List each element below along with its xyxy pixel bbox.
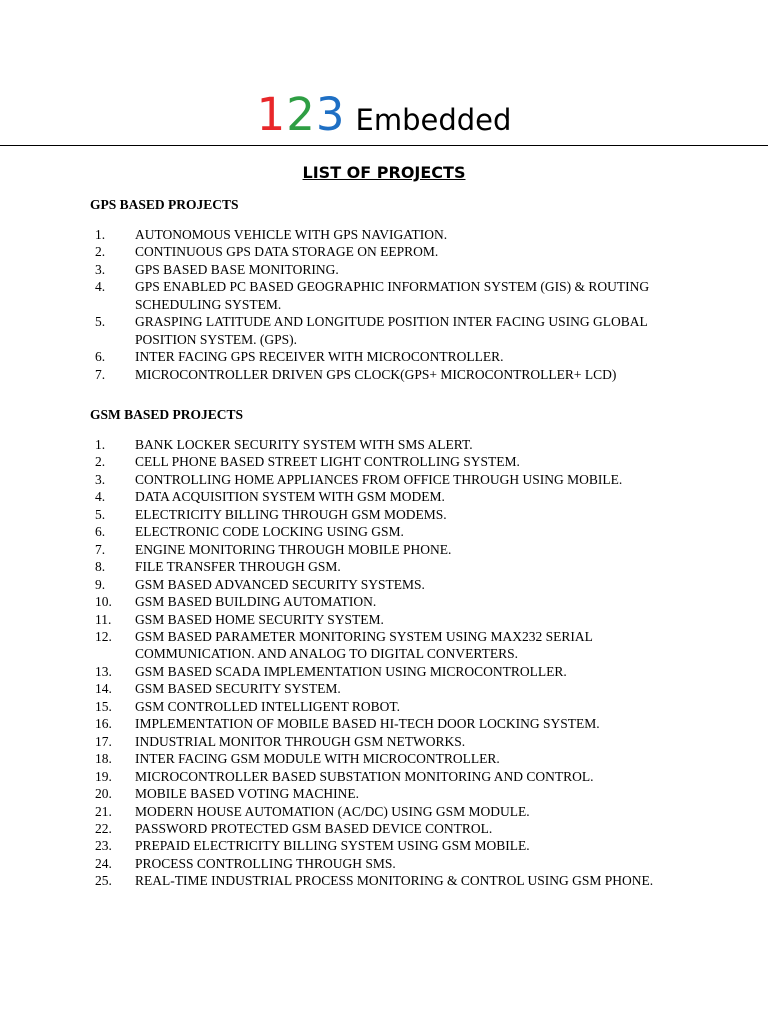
list-item xyxy=(0,471,680,488)
list-item-number: 5. xyxy=(95,506,106,522)
header-divider xyxy=(0,145,768,146)
list-item xyxy=(0,593,680,610)
list-item-text: GSM BASED PARAMETER MONITORING SYSTEM USING MAX232 SERIAL COMMUNICATION. AND ANALOG TO DIGITAL CONVERTERS. xyxy=(135,628,593,662)
list-item-text: MODERN HOUSE AUTOMATION (AC/DC) USING GSM MODULE. xyxy=(135,803,530,819)
list-item-number: 6. xyxy=(95,349,106,365)
list-item-number: 20. xyxy=(95,786,112,802)
list-item xyxy=(0,453,680,470)
list-item-text: PREPAID ELECTRICITY BILLING SYSTEM USING GSM MOBILE. xyxy=(135,838,530,854)
list-item-text: DATA ACQUISITION SYSTEM WITH GSM MODEM. xyxy=(135,489,445,505)
list-item xyxy=(0,715,680,732)
list-item-number: 21. xyxy=(95,803,112,819)
list-item-text: FILE TRANSFER THROUGH GSM. xyxy=(135,559,341,575)
list-item xyxy=(0,855,680,872)
list-item-text: IMPLEMENTATION OF MOBILE BASED HI-TECH DOOR LOCKING SYSTEM. xyxy=(135,716,600,732)
list-item-text: INDUSTRIAL MONITOR THROUGH GSM NETWORKS. xyxy=(135,733,466,749)
list-item xyxy=(0,576,680,593)
list-item xyxy=(0,733,680,750)
list-item xyxy=(0,261,680,278)
list-item-number: 6. xyxy=(95,524,106,540)
list-item-text: MICROCONTROLLER BASED SUBSTATION MONITORING AND CONTROL. xyxy=(135,768,594,784)
list-item xyxy=(0,803,680,820)
list-item-number: 25. xyxy=(95,873,112,889)
list-item-text: CONTROLLING HOME APPLIANCES FROM OFFICE THROUGH USING MOBILE. xyxy=(135,471,623,487)
list-item xyxy=(0,768,680,785)
list-item-text: GSM BASED HOME SECURITY SYSTEM. xyxy=(135,611,384,627)
list-item-text: GPS ENABLED PC BASED GEOGRAPHIC INFORMATION SYSTEM (GIS) & ROUTING SCHEDULING SYSTEM. xyxy=(135,279,650,312)
list-item-text: MICROCONTROLLER DRIVEN GPS CLOCK(GPS+ MICROCONTROLLER+ LCD) xyxy=(135,366,617,382)
list-item-number: 17. xyxy=(95,733,112,749)
list-item xyxy=(0,523,680,540)
list-item-number: 24. xyxy=(95,855,112,871)
list-item-number: 7. xyxy=(95,541,106,557)
list-item-number: 19. xyxy=(95,768,112,784)
logo-digit-3: 3 xyxy=(315,88,346,141)
list-item xyxy=(0,698,680,715)
list-item xyxy=(0,558,680,575)
logo xyxy=(0,90,768,145)
list-item-number: 11. xyxy=(95,611,112,627)
list-item-number: 2. xyxy=(95,454,106,470)
list-item-number: 13. xyxy=(95,663,112,679)
project-list-gps xyxy=(0,226,680,383)
list-item-text: AUTONOMOUS VEHICLE WITH GPS NAVIGATION. xyxy=(135,227,448,242)
document-title: LIST OF PROJECTS xyxy=(302,163,466,182)
project-list-gsm xyxy=(0,436,680,890)
list-item xyxy=(0,506,680,523)
list-item-text: REAL-TIME INDUSTRIAL PROCESS MONITORING & CONTROL USING GSM PHONE. xyxy=(135,873,654,889)
list-item-number: 14. xyxy=(95,681,112,697)
list-item xyxy=(0,226,680,243)
list-item-number: 2. xyxy=(95,244,106,260)
list-item-number: 5. xyxy=(95,314,106,330)
list-item-text: BANK LOCKER SECURITY SYSTEM WITH SMS ALERT. xyxy=(135,437,473,452)
list-item xyxy=(0,872,680,889)
list-item-text: GPS BASED BASE MONITORING. xyxy=(135,261,339,277)
list-item-text: ELECTRONIC CODE LOCKING USING GSM. xyxy=(135,524,404,540)
list-item-text: INTER FACING GSM MODULE WITH MICROCONTROLLER. xyxy=(135,751,500,767)
list-item-text: ENGINE MONITORING THROUGH MOBILE PHONE. xyxy=(135,541,452,557)
list-item-text: GSM BASED SCADA IMPLEMENTATION USING MICROCONTROLLER. xyxy=(135,663,567,679)
list-item xyxy=(0,541,680,558)
logo-brand: Embedded xyxy=(355,103,512,137)
list-item-number: 12. xyxy=(95,628,112,644)
list-item xyxy=(0,366,680,383)
list-item-number: 9. xyxy=(95,576,106,592)
list-item xyxy=(0,785,680,802)
list-item xyxy=(0,348,680,365)
list-item-text: MOBILE BASED VOTING MACHINE. xyxy=(135,786,359,802)
list-item-number: 23. xyxy=(95,838,112,854)
list-item xyxy=(0,837,680,854)
list-item-number: 1. xyxy=(95,437,106,452)
list-item xyxy=(0,680,680,697)
list-item-text: GSM BASED BUILDING AUTOMATION. xyxy=(135,594,377,610)
list-item-number: 15. xyxy=(95,698,112,714)
list-item xyxy=(0,488,680,505)
list-item-number: 4. xyxy=(95,489,106,505)
list-item xyxy=(0,820,680,837)
section-title-gsm: GSM BASED PROJECTS xyxy=(90,407,244,422)
list-item xyxy=(0,663,680,680)
list-item-number: 22. xyxy=(95,820,112,836)
list-item-text: INTER FACING GPS RECEIVER WITH MICROCONTROLLER. xyxy=(135,349,504,365)
logo-digit-2: 2 xyxy=(286,88,316,141)
list-item-text: GRASPING LATITUDE AND LONGITUDE POSITION INTER FACING USING GLOBAL POSITION SYSTEM. (GPS). xyxy=(135,314,648,347)
list-item-text: PROCESS CONTROLLING THROUGH SMS. xyxy=(135,855,396,871)
list-item-text: PASSWORD PROTECTED GSM BASED DEVICE CONTROL. xyxy=(135,820,493,836)
section-title-gps: GPS BASED PROJECTS xyxy=(90,197,239,212)
list-item-number: 7. xyxy=(95,366,106,382)
list-item xyxy=(0,243,680,260)
list-item xyxy=(0,436,680,453)
list-item-number: 4. xyxy=(95,279,106,295)
list-item xyxy=(0,750,680,767)
list-item-number: 10. xyxy=(95,594,112,610)
list-item xyxy=(0,278,680,313)
list-item-text: CONTINUOUS GPS DATA STORAGE ON EEPROM. xyxy=(135,244,439,260)
list-item-number: 3. xyxy=(95,261,106,277)
list-item-number: 18. xyxy=(95,751,112,767)
list-item-number: 3. xyxy=(95,471,106,487)
list-item-text: ELECTRICITY BILLING THROUGH GSM MODEMS. xyxy=(135,506,447,522)
list-item xyxy=(0,313,680,348)
list-item-text: GSM BASED ADVANCED SECURITY SYSTEMS. xyxy=(135,576,425,592)
logo-digit-1: 1 xyxy=(256,88,287,141)
list-item-text: GSM CONTROLLED INTELLIGENT ROBOT. xyxy=(135,698,400,714)
list-item-number: 16. xyxy=(95,716,112,732)
list-item-number: 8. xyxy=(95,559,106,575)
list-item xyxy=(0,628,680,663)
list-item-number: 1. xyxy=(95,227,106,242)
list-item-text: GSM BASED SECURITY SYSTEM. xyxy=(135,681,341,697)
list-item xyxy=(0,611,680,628)
list-item-text: CELL PHONE BASED STREET LIGHT CONTROLLING SYSTEM. xyxy=(135,454,520,470)
